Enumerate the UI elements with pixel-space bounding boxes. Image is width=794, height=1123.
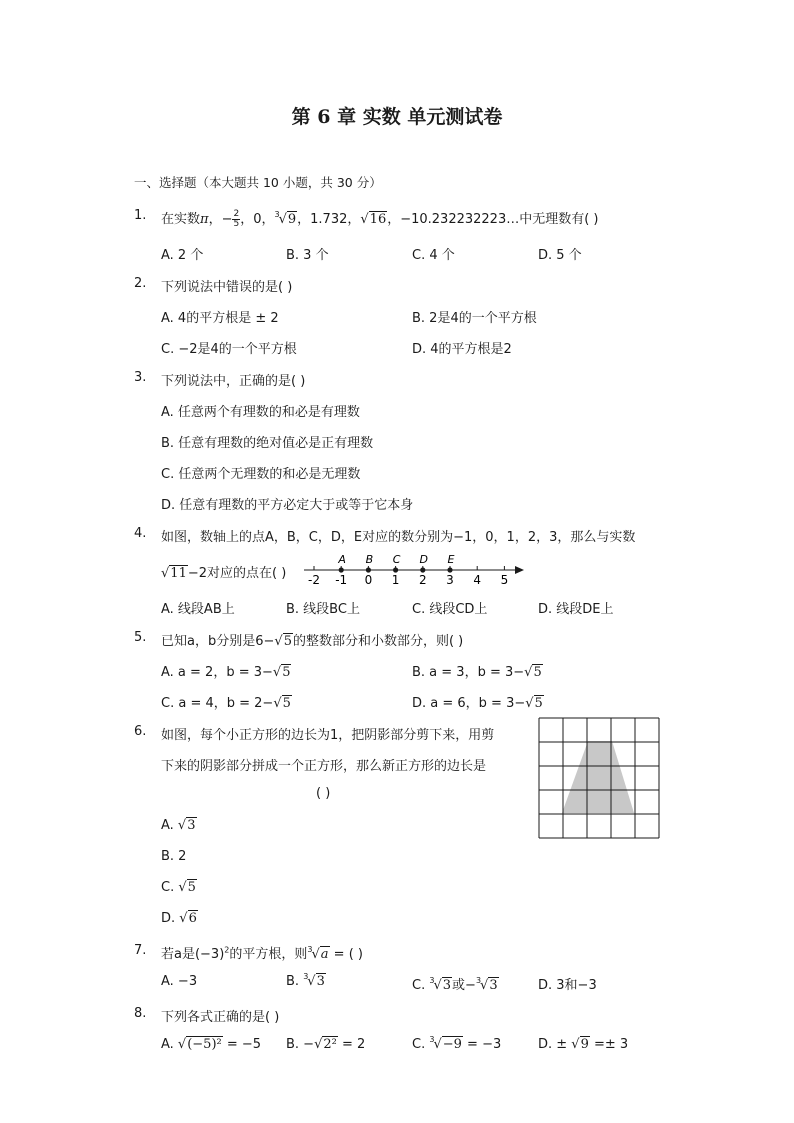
question-number: 8. bbox=[134, 1006, 147, 1021]
option-b[interactable]: B. a = 3，b = 3−√5 bbox=[412, 665, 542, 680]
question-text: 若a是$(-3)^2$的平方根，则$^3$√a = ( ) bbox=[161, 945, 363, 962]
point-A bbox=[339, 567, 344, 572]
question-text-line2: 下来的阴影部分拼成一个正方形，那么新正方形的边长是 bbox=[161, 759, 487, 774]
option-b[interactable]: B. $^3$√3 bbox=[286, 972, 325, 989]
question-number: 3. bbox=[134, 370, 147, 385]
section-heading: 一、选择题（本大题共 10 小题，共 30 分） bbox=[134, 175, 382, 190]
option-d[interactable]: D. 任意有理数的平方必定大于或等于它本身 bbox=[161, 498, 414, 513]
question-number: 6. bbox=[134, 724, 147, 739]
question-text: 已知a，b分别是6−√5的整数部分和小数部分，则( ) bbox=[161, 634, 464, 649]
option-a[interactable]: A. 任意两个有理数的和必是有理数 bbox=[161, 405, 360, 420]
page-title: 第 6 章 实数 单元测试卷 bbox=[291, 106, 503, 128]
tick-label: -2 bbox=[308, 573, 320, 587]
option-a[interactable]: A. √(−5)² = −5 bbox=[161, 1037, 262, 1052]
option-d[interactable]: D. 3和−3 bbox=[538, 978, 597, 993]
option-a[interactable]: A. a = 2，b = 3−√5 bbox=[161, 665, 291, 680]
tick-label: 2 bbox=[418, 573, 427, 587]
option-c[interactable]: C. $^3$√−9 = −3 bbox=[412, 1035, 502, 1052]
point-label: A bbox=[338, 553, 346, 566]
question-number: 5. bbox=[134, 630, 147, 645]
option-c[interactable]: C. 任意两个无理数的和必是无理数 bbox=[161, 467, 361, 482]
question-text: 下列说法中错误的是( ) bbox=[161, 280, 293, 295]
question-number: 7. bbox=[134, 943, 147, 958]
option-b[interactable]: B. −√2² = 2 bbox=[286, 1037, 366, 1052]
option-c[interactable]: C. $^3$√3或−$^3$√3 bbox=[412, 976, 498, 993]
answer-blank: ( ) bbox=[316, 786, 331, 801]
grid-figure bbox=[538, 717, 662, 841]
tick-label: 0 bbox=[364, 573, 373, 587]
option-a[interactable]: A. −3 bbox=[161, 974, 198, 989]
point-label: B bbox=[365, 553, 374, 566]
shaded-trapezoid bbox=[562, 741, 634, 813]
option-d[interactable]: D. √6 bbox=[161, 911, 197, 926]
point-label: C bbox=[392, 553, 401, 566]
option-c[interactable]: C. 线段CD上 bbox=[412, 602, 488, 617]
question-text-line1: 如图，每个小正方形的边长为1，把阴影部分剪下来，用剪 bbox=[161, 728, 495, 743]
option-b[interactable]: B. 线段BC上 bbox=[286, 602, 360, 617]
number-line-figure bbox=[300, 546, 530, 588]
option-b[interactable]: B. 2 bbox=[161, 849, 187, 864]
question-number: 4. bbox=[134, 526, 147, 541]
point-E bbox=[447, 567, 452, 572]
option-c[interactable]: C. 4 个 bbox=[412, 248, 455, 263]
question-text-line1: 如图，数轴上的点A，B，C，D，E对应的数分别为−1，0，1，2，3，那么与实数 bbox=[161, 530, 636, 545]
tick-label: 4 bbox=[473, 573, 482, 587]
tick-label: 1 bbox=[391, 573, 400, 587]
point-label: D bbox=[419, 553, 429, 566]
arrow-head bbox=[515, 566, 524, 574]
point-D bbox=[420, 567, 425, 572]
option-c[interactable]: C. −2是4的一个平方根 bbox=[161, 342, 297, 357]
option-b[interactable]: B. 3 个 bbox=[286, 248, 329, 263]
option-c[interactable]: C. √5 bbox=[161, 880, 196, 895]
option-d[interactable]: D. ± √9 =± 3 bbox=[538, 1037, 629, 1052]
option-b[interactable]: B. 任意有理数的绝对值必是正有理数 bbox=[161, 436, 374, 451]
question-text: 下列说法中，正确的是( ) bbox=[161, 374, 306, 389]
option-d[interactable]: D. 线段DE上 bbox=[538, 602, 614, 617]
option-a[interactable]: A. √3 bbox=[161, 818, 196, 833]
option-d[interactable]: D. a = 6，b = 3−√5 bbox=[412, 696, 543, 711]
option-c[interactable]: C. a = 4，b = 2−√5 bbox=[161, 696, 291, 711]
option-a[interactable]: A. 线段AB上 bbox=[161, 602, 235, 617]
fraction: $\frac{2}{5}$ bbox=[233, 209, 240, 229]
point-B bbox=[366, 567, 371, 572]
tick-label: -1 bbox=[335, 573, 348, 587]
option-a[interactable]: A. 2 个 bbox=[161, 248, 204, 263]
point-C bbox=[393, 567, 398, 572]
option-d[interactable]: D. 4的平方根是2 bbox=[412, 342, 512, 357]
question-text: 下列各式正确的是( ) bbox=[161, 1010, 280, 1025]
option-b[interactable]: B. 2是4的一个平方根 bbox=[412, 311, 537, 326]
point-label: E bbox=[447, 553, 455, 566]
tick-label: 5 bbox=[500, 573, 509, 587]
question-number: 2. bbox=[134, 276, 147, 291]
option-a[interactable]: A. 4的平方根是 ± 2 bbox=[161, 311, 279, 326]
question-number: 1. bbox=[134, 208, 147, 223]
option-d[interactable]: D. 5 个 bbox=[538, 248, 582, 263]
tick-label: 3 bbox=[446, 573, 454, 587]
question-text-line2: √11−2对应的点在( ) bbox=[161, 566, 287, 581]
question-text: 在实数π，− $\frac{2}{5}$ ，0，$^3$√9，1.732，√16，−10.232232223…中无理数有( ) bbox=[161, 209, 599, 229]
